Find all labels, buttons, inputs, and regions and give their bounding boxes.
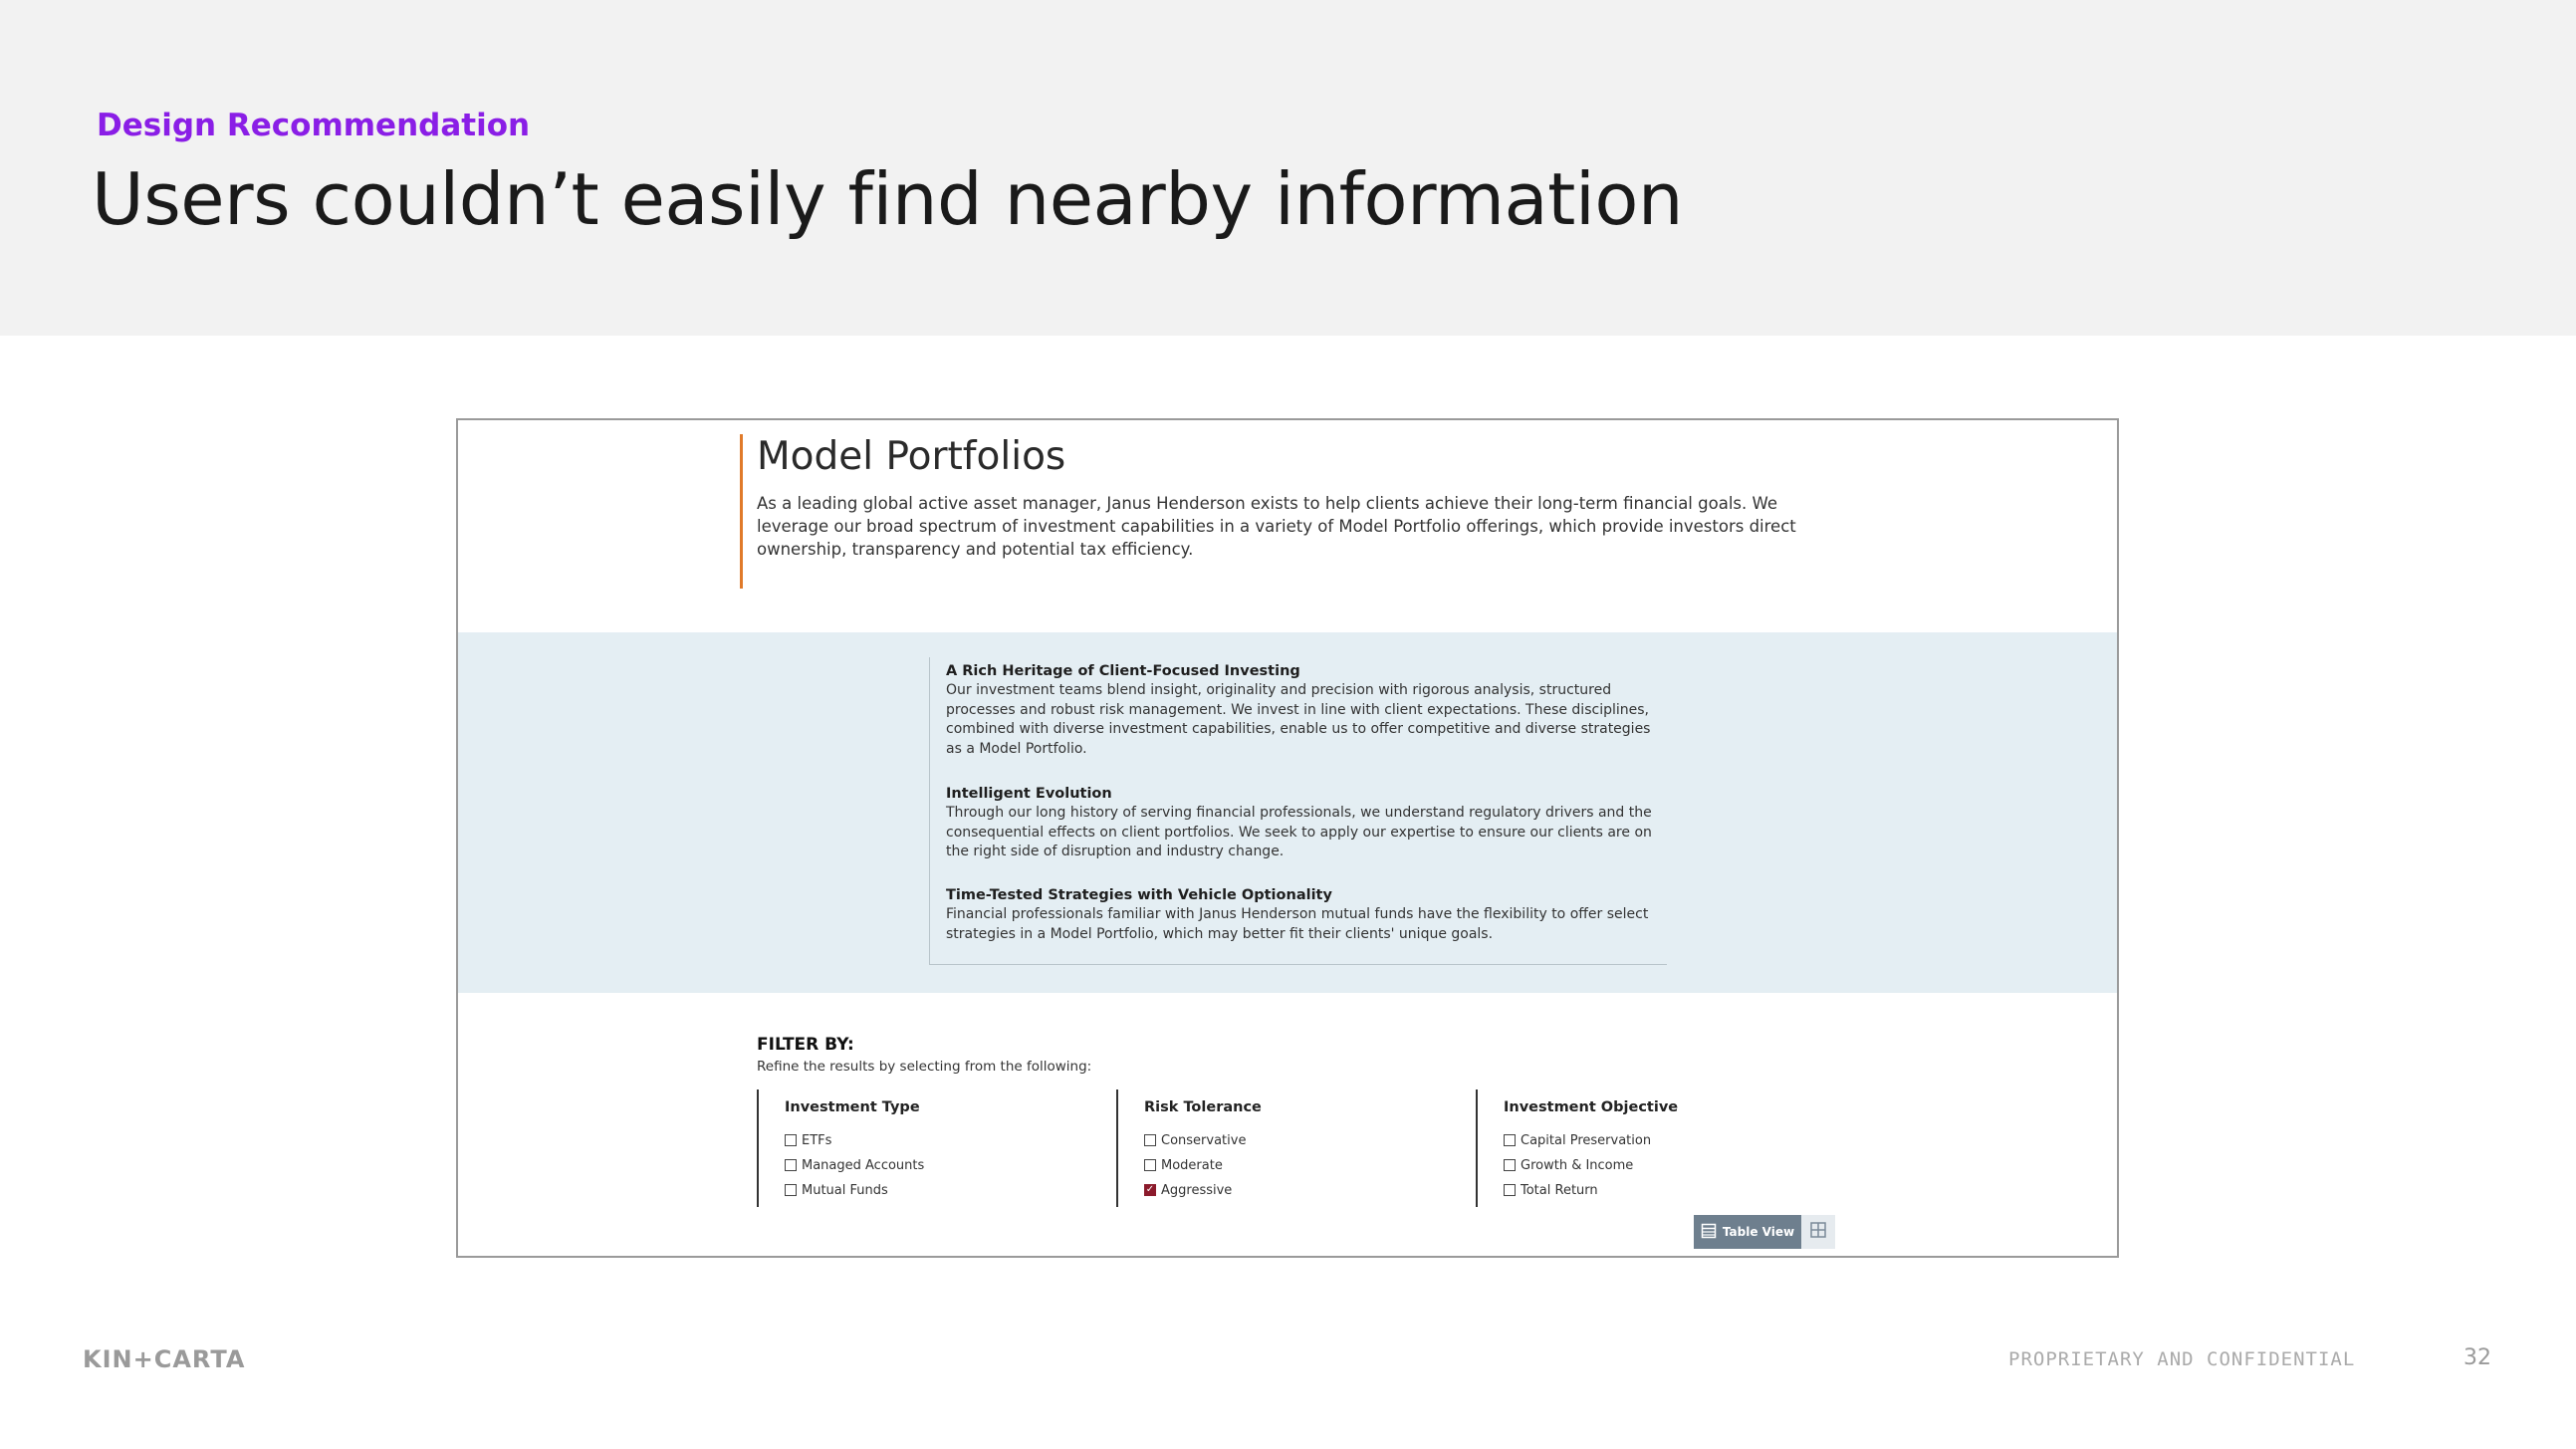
filter-option-managed-accounts[interactable] [785, 1156, 924, 1174]
filter-group-risk-tolerance [1116, 1089, 1447, 1207]
section-heading: Time-Tested Strategies with Vehicle Optionality [946, 887, 1332, 903]
filter-option-capital-preservation[interactable] [1504, 1131, 1651, 1149]
section-body: Through our long history of serving financial professionals, we understand regulatory drivers and the consequential effects on client portfolios. We seek to apply our expertise to ensure our clients are on the right side of disruption and industry change. [946, 805, 1652, 859]
filter-option-aggressive[interactable] [1144, 1181, 1232, 1199]
filter-group-heading: Investment Type [785, 1099, 920, 1115]
filter-group-investment-type [757, 1089, 1087, 1207]
checkbox-checked[interactable]: ✓ [1145, 1184, 1155, 1195]
info-section [946, 661, 1663, 759]
section-heading: A Rich Heritage of Client-Focused Investing [946, 663, 1300, 679]
slide-header [0, 0, 2576, 336]
section-body: Our investment teams blend insight, originality and precision with rigorous analysis, structured processes and robust risk management. We invest in line with client expectations. These disciplines, combined with diverse investment capabilities, enable us to offer competitive and diverse strategies as a Model Portfolio. [946, 682, 1651, 757]
table-view-button[interactable] [1694, 1215, 1801, 1249]
filter-option-mutual-funds[interactable] [785, 1181, 888, 1199]
filter-title: FILTER BY: [757, 1035, 854, 1055]
checkbox[interactable] [1504, 1134, 1516, 1146]
view-toggle [1694, 1215, 1835, 1249]
filter-group-heading: Investment Objective [1504, 1099, 1679, 1115]
checkbox[interactable] [1504, 1159, 1516, 1171]
slide-title: Users couldn’t easily find nearby information [92, 157, 1684, 241]
filter-option-growth-income[interactable] [1504, 1156, 1633, 1174]
footer-confidential: PROPRIETARY AND CONFIDENTIAL [2008, 1348, 2356, 1370]
filter-option-label: Managed Accounts [802, 1157, 925, 1173]
screenshot-frame [456, 418, 2119, 1258]
filter-option-etfs[interactable] [785, 1131, 831, 1149]
checkbox[interactable] [785, 1134, 797, 1146]
info-content-box [929, 657, 1667, 965]
filter-group-heading: Risk Tolerance [1144, 1099, 1262, 1115]
info-section [946, 885, 1663, 944]
checkbox[interactable] [785, 1159, 797, 1171]
intro-paragraph: As a leading global active asset manager, Janus Henderson exists to help clients achieve their long-term financial goals. We leverage our broad spectrum of investment capabilities in a variety of Model Portfolio offerings, which provide investors direct ownership, transparency and potential tax efficiency. [757, 494, 1796, 559]
info-section [946, 784, 1663, 862]
filter-option-label: Aggressive [1161, 1182, 1233, 1198]
filter-option-label: Conservative [1161, 1132, 1247, 1148]
filter-option-label: Capital Preservation [1521, 1132, 1652, 1148]
grid-icon [1809, 1221, 1827, 1244]
checkbox[interactable] [1144, 1134, 1156, 1146]
grid-view-button[interactable] [1801, 1215, 1835, 1249]
page-number: 32 [2463, 1345, 2491, 1370]
slide-eyebrow: Design Recommendation [97, 108, 531, 143]
filter-option-conservative[interactable] [1144, 1131, 1246, 1149]
filter-option-label: Moderate [1161, 1157, 1223, 1173]
filter-option-total-return[interactable] [1504, 1181, 1598, 1199]
checkbox[interactable] [1504, 1184, 1516, 1196]
checkbox[interactable] [1144, 1159, 1156, 1171]
table-view-label: Table View [1722, 1225, 1795, 1239]
checkbox[interactable] [785, 1184, 797, 1196]
filter-option-label: Mutual Funds [802, 1182, 888, 1198]
filter-option-label: Growth & Income [1521, 1157, 1634, 1173]
intro-accent-bar [740, 434, 743, 589]
footer-logo: KIN+CARTA [83, 1345, 246, 1373]
section-body: Financial professionals familiar with Janus Henderson mutual funds have the flexibility to offer select strategies in a Model Portfolio, which may better fit their clients' unique goals. [946, 906, 1649, 942]
table-icon [1701, 1223, 1717, 1242]
filter-option-label: ETFs [802, 1132, 832, 1148]
filter-option-moderate[interactable] [1144, 1156, 1223, 1174]
filter-subtitle: Refine the results by selecting from the following: [757, 1059, 1092, 1075]
section-heading: Intelligent Evolution [946, 786, 1112, 802]
filter-option-label: Total Return [1521, 1182, 1598, 1198]
filter-group-investment-objective [1476, 1089, 1806, 1207]
info-band [458, 632, 2117, 993]
page-title: Model Portfolios [757, 434, 1066, 479]
